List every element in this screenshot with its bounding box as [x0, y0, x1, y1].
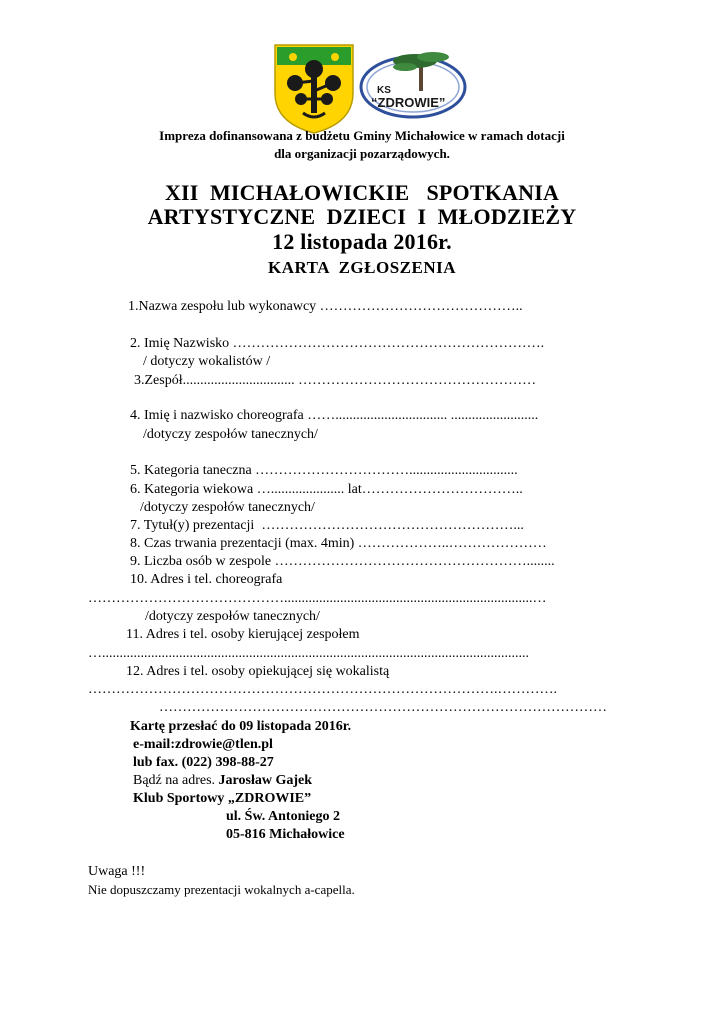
notice-heading: Uwaga !!!: [88, 864, 146, 879]
field-5-dance-category: 5. Kategoria taneczna ……………………………...............................: [130, 463, 518, 478]
field-12-guardian-address: 12. Adres i tel. osoby opiekującej się wokalistą: [126, 664, 390, 679]
field-6-age-category: 6. Kategoria wiekowa …..................... lat……………………………..: [130, 482, 523, 497]
contact-email: e-mail:zdrowie@tlen.pl: [133, 737, 273, 752]
contact-person-name: Jarosław Gajek: [218, 773, 312, 788]
field-9-people-count: 9. Liczba osób w zespole ………………………………………………........: [130, 554, 555, 569]
event-title-line-1: XII MICHAŁOWICKIE SPOTKANIA: [164, 180, 560, 205]
funding-line-1: Impreza dofinansowana z budżetu Gminy Michałowice w ramach dotacji: [159, 128, 565, 143]
field-11-line: …..........................................................................................................................: [88, 646, 529, 661]
club-logo-text-ks: KS: [377, 85, 391, 96]
gmina-coat-of-arms-logo: [273, 43, 355, 135]
send-deadline: Kartę przesłać do 09 listopada 2016r.: [130, 719, 352, 734]
contact-address-line: [133, 773, 312, 789]
field-6-note: /dotyczy zespołów tanecznych/: [140, 500, 315, 515]
field-11-leader-address: 11. Adres i tel. osoby kierującej zespołem: [126, 627, 360, 642]
field-10-note: /dotyczy zespołów tanecznych/: [145, 609, 320, 624]
field-4-choreographer: 4. Imię i nazwisko choreografa ……................................ .........................: [130, 408, 539, 423]
field-12-line-2: ……………………………………………………………………………………: [159, 700, 607, 715]
contact-club-name: Klub Sportowy „ZDROWIE”: [133, 791, 312, 806]
field-12-line-1: …………………………………………………………………………….………….: [88, 682, 557, 697]
field-3-ensemble: 3.Zespół................................ ……………………………………………: [134, 373, 537, 388]
funding-line-2: dla organizacji pozarządowych.: [274, 146, 450, 161]
field-8-duration: 8. Czas trwania prezentacji (max. 4min) ………………..…………………: [130, 536, 547, 551]
club-zdrowie-logo: [357, 45, 469, 121]
address-prefix: Bądź na adres.: [133, 773, 219, 788]
field-10-line: …………………………………….......................................................................…: [88, 591, 547, 606]
club-logo-text-zdrowie: “ZDROWIE”: [371, 95, 446, 110]
notice-text: Nie dopuszczamy prezentacji wokalnych a-capella.: [88, 882, 355, 897]
event-date: 12 listopada 2016r.: [272, 229, 452, 254]
contact-fax: lub fax. (022) 398-88-27: [133, 755, 274, 770]
field-2-note: / dotyczy wokalistów /: [143, 354, 271, 369]
card-heading: KARTA ZGŁOSZENIA: [267, 258, 457, 277]
field-7-titles: 7. Tytuł(y) prezentacji ………………………………………………...: [130, 518, 524, 533]
field-2-name-surname: 2. Imię Nazwisko ………………………………………………………….: [130, 336, 545, 351]
field-1-name: 1.Nazwa zespołu lub wykonawcy ……………………………………..: [128, 299, 523, 314]
field-10-choreographer-address: 10. Adres i tel. choreografa: [130, 572, 283, 587]
field-4-note: /dotyczy zespołów tanecznych/: [143, 427, 318, 442]
event-title-line-2: ARTYSTYCZNE DZIECI I MŁODZIEŻY: [147, 204, 577, 229]
contact-city: 05-816 Michałowice: [226, 827, 345, 842]
contact-street: ul. Św. Antoniego 2: [226, 809, 340, 824]
